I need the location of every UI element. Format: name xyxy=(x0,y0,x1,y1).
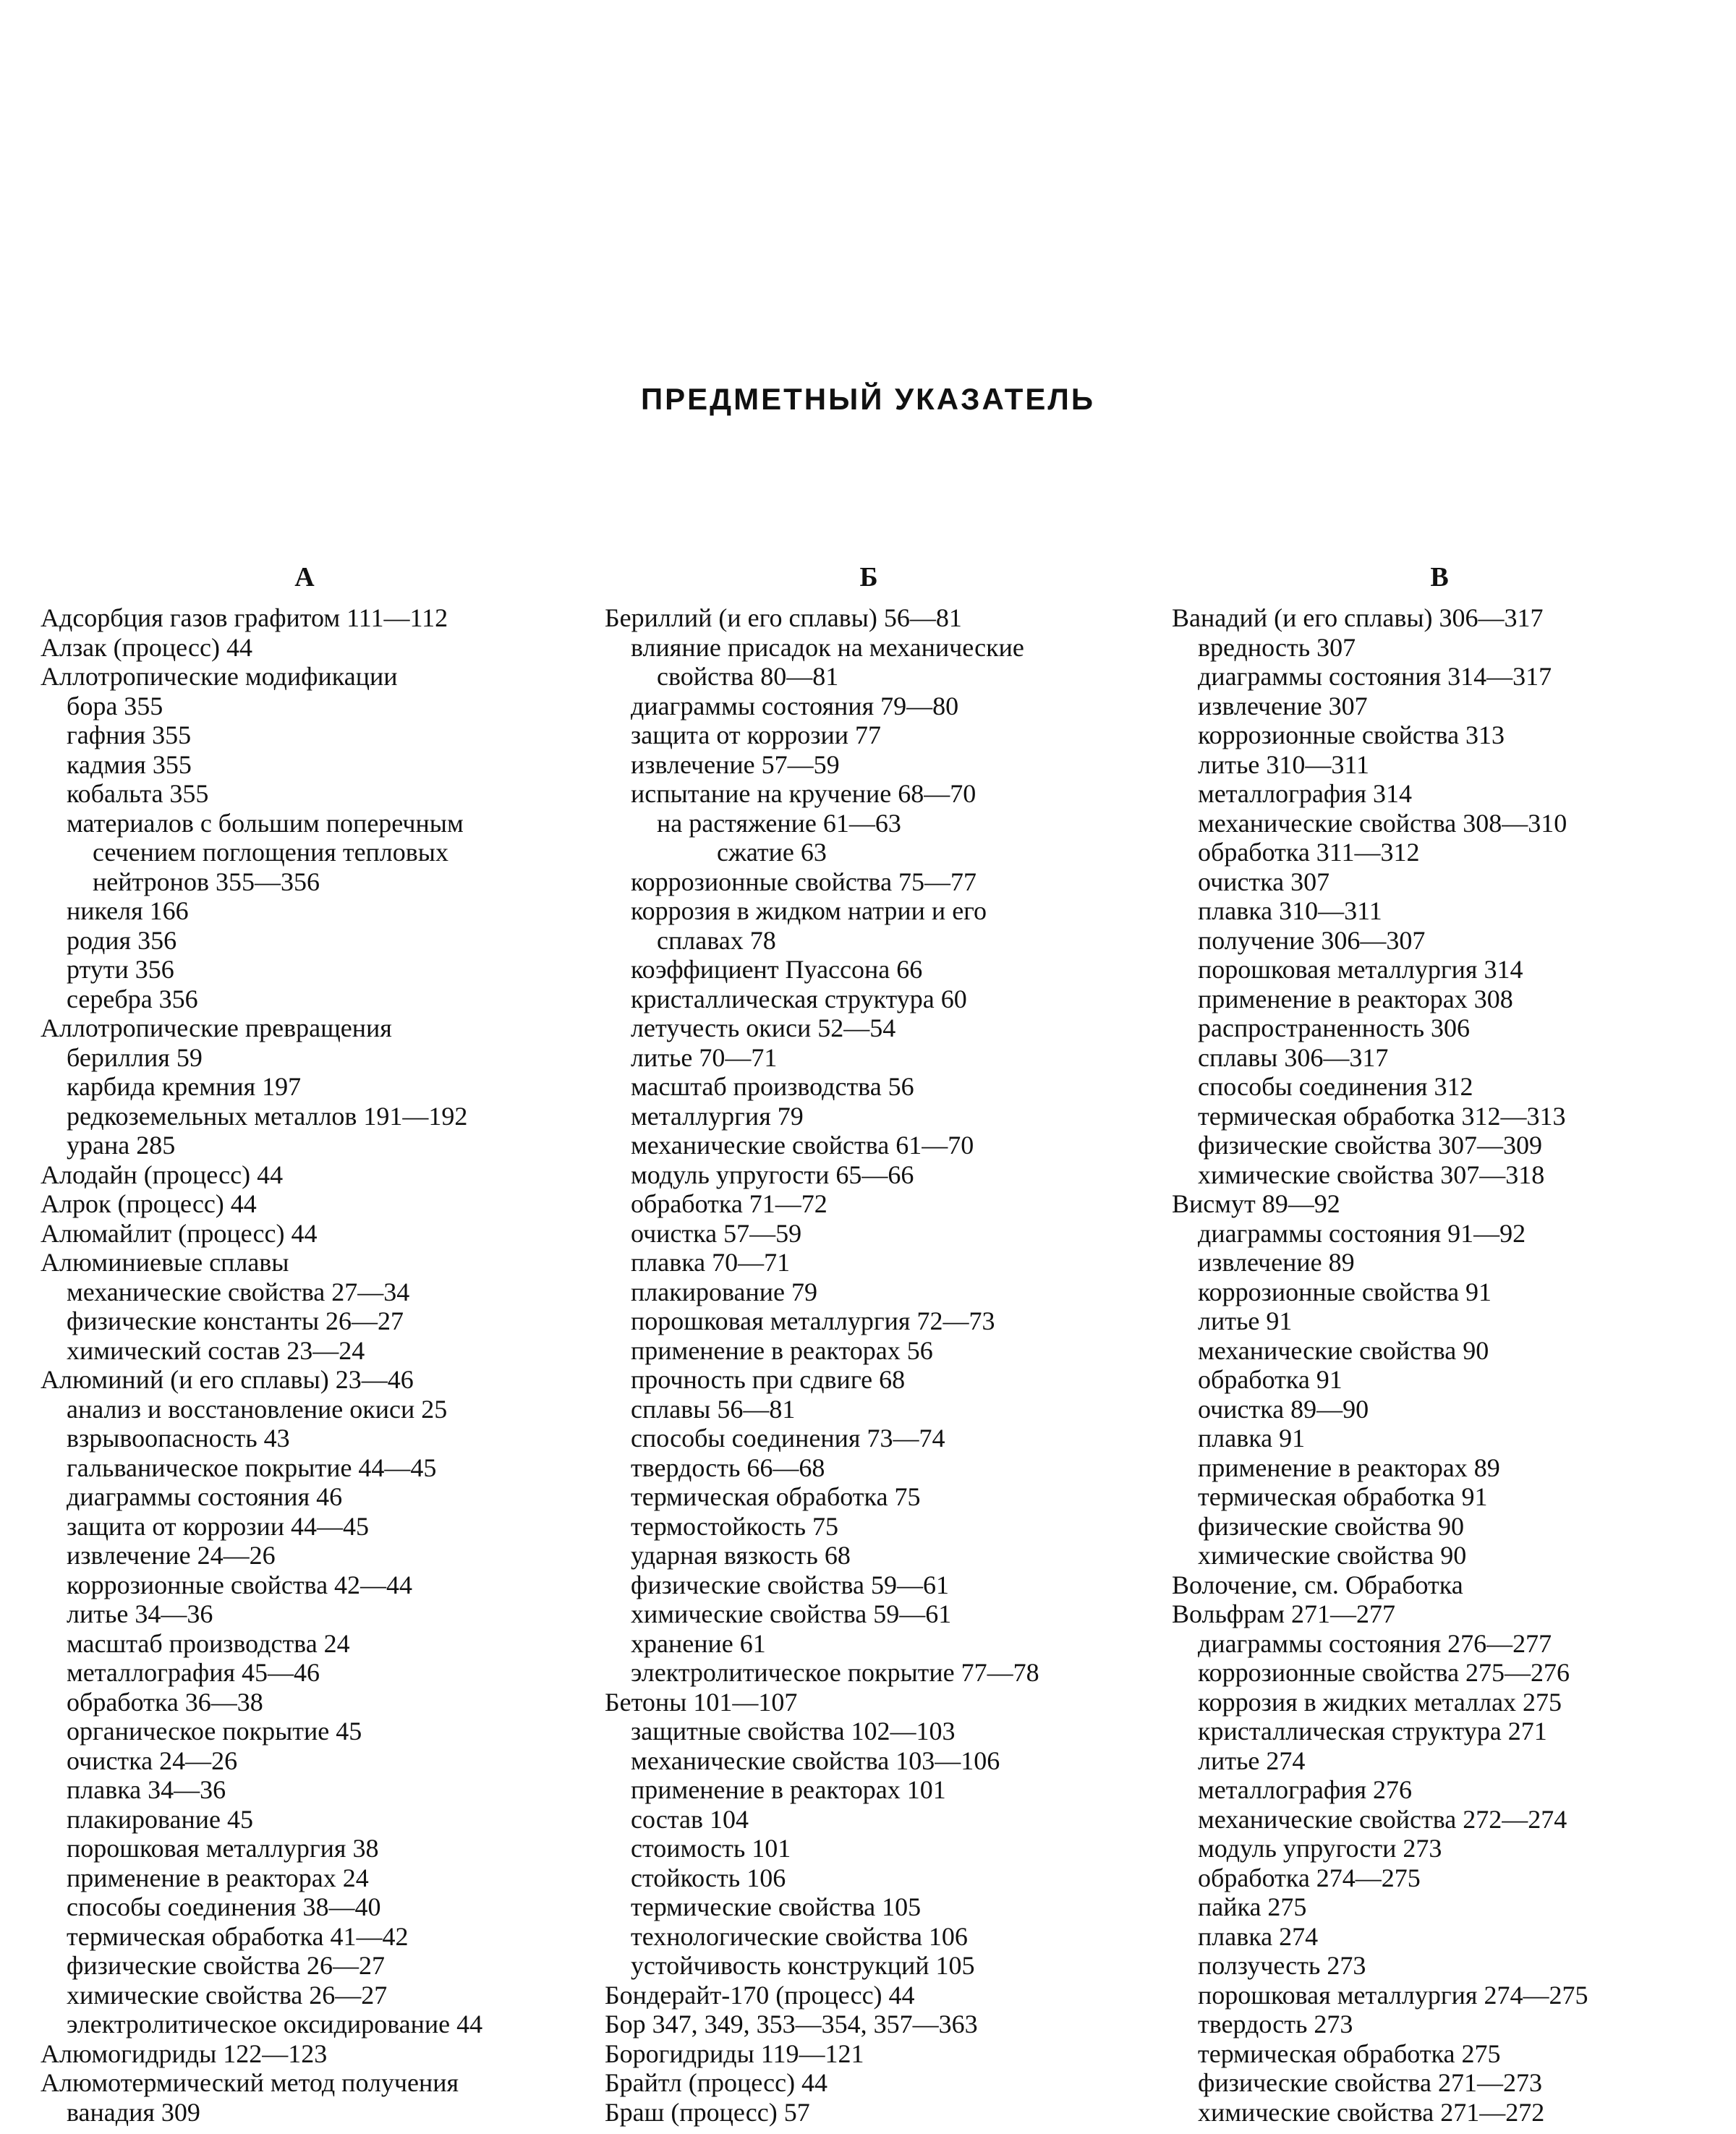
index-subentry: кристаллическая структура 60 xyxy=(631,984,967,1013)
index-subentry: механические свойства 272—274 xyxy=(1198,1804,1567,1834)
index-subentry: кристаллическая структура 271 xyxy=(1198,1717,1547,1746)
index-subentry: литье 310—311 xyxy=(1198,749,1370,779)
index-subentry: масштаб производства 56 xyxy=(631,1072,914,1101)
index-heading-entry: Алодайн (процесс) 44 xyxy=(41,1160,284,1189)
index-subentry: плавка 34—36 xyxy=(67,1775,226,1804)
index-subentry: применение в реакторах 89 xyxy=(1198,1453,1500,1482)
index-subentry: литье 70—71 xyxy=(631,1042,778,1072)
index-subentry: коррозия в жидком натрии и его xyxy=(631,896,987,925)
index-subentry: вредность 307 xyxy=(1198,632,1356,662)
index-subentry: сечением поглощения тепловых xyxy=(93,838,448,867)
index-subentry: химические свойства 59—61 xyxy=(631,1599,952,1628)
index-subentry: прочность при сдвиге 68 xyxy=(631,1365,906,1394)
page-title: ПРЕДМЕТНЫЙ УКАЗАТЕЛЬ xyxy=(640,382,1096,416)
index-heading-entry: Алрок (процесс) 44 xyxy=(41,1189,257,1218)
index-heading-entry: Бетоны 101—107 xyxy=(605,1687,798,1717)
index-subentry: коррозионные свойства 275—276 xyxy=(1198,1658,1570,1687)
index-heading-entry: Алюмотермический метод получения xyxy=(41,2068,459,2097)
index-heading-entry: Алюминий (и его сплавы) 23—46 xyxy=(41,1365,414,1394)
index-subentry: ползучесть 273 xyxy=(1198,1951,1366,1980)
index-subentry: сплавы 56—81 xyxy=(631,1394,796,1424)
index-subentry: механические свойства 308—310 xyxy=(1198,808,1567,838)
index-subentry: термическая обработка 91 xyxy=(1198,1482,1488,1511)
index-subentry: устойчивость конструкций 105 xyxy=(631,1951,975,1980)
index-subentry: плавка 274 xyxy=(1198,1921,1319,1951)
index-subentry: применение в реакторах 24 xyxy=(67,1863,369,1892)
index-heading-entry: Бор 347, 349, 353—354, 357—363 xyxy=(605,2010,978,2039)
index-subentry: модуль упругости 273 xyxy=(1198,1834,1442,1863)
index-subentry: коррозионные свойства 91 xyxy=(1198,1277,1492,1306)
index-entries xyxy=(41,603,569,2127)
index-subentry: ртути 356 xyxy=(67,955,174,984)
index-subentry: хранение 61 xyxy=(631,1628,766,1658)
index-subentry: модуль упругости 65—66 xyxy=(631,1160,914,1189)
index-subentry: литье 91 xyxy=(1198,1306,1293,1335)
index-heading-entry: Вольфрам 271—277 xyxy=(1172,1599,1396,1628)
index-subentry: извлечение 307 xyxy=(1198,691,1368,720)
index-subentry: электролитическое оксидирование 44 xyxy=(67,2010,483,2039)
index-subentry: родия 356 xyxy=(67,925,177,955)
index-entries xyxy=(605,603,1133,2127)
index-entries xyxy=(1172,603,1707,2127)
index-subentry: термостойкость 75 xyxy=(631,1511,839,1541)
index-subentry: карбида кремния 197 xyxy=(67,1072,302,1101)
index-subentry: свойства 80—81 xyxy=(657,662,839,691)
index-column-a xyxy=(41,557,569,2127)
index-heading-entry: Ванадий (и его сплавы) 306—317 xyxy=(1172,603,1544,632)
index-heading-entry: Браш (процесс) 57 xyxy=(605,2097,810,2127)
index-subentry: обработка 274—275 xyxy=(1198,1863,1421,1892)
index-subentry: литье 274 xyxy=(1198,1746,1306,1775)
index-subentry: распространенность 306 xyxy=(1198,1013,1471,1042)
index-subentry: порошковая металлургия 274—275 xyxy=(1198,1980,1588,2010)
index-subentry: физические свойства 307—309 xyxy=(1198,1131,1542,1160)
index-subentry: стойкость 106 xyxy=(631,1863,786,1892)
section-letter: А xyxy=(294,562,315,592)
index-subentry: сплавах 78 xyxy=(657,925,776,955)
index-subentry: серебра 356 xyxy=(67,984,198,1013)
index-subentry: на растяжение 61—63 xyxy=(657,808,901,838)
index-subentry: диаграммы состояния 314—317 xyxy=(1198,662,1552,691)
index-subentry: гальваническое покрытие 44—45 xyxy=(67,1453,437,1482)
index-subentry: физические свойства 26—27 xyxy=(67,1951,385,1980)
index-subentry: коэффициент Пуассона 66 xyxy=(631,955,923,984)
index-subentry: коррозионные свойства 75—77 xyxy=(631,867,977,896)
index-subentry: кобальта 355 xyxy=(67,779,209,808)
index-subentry: защита от коррозии 44—45 xyxy=(67,1511,370,1541)
index-subentry: термическая обработка 312—313 xyxy=(1198,1101,1566,1131)
index-column-b xyxy=(605,557,1133,2127)
index-subentry: металлография 276 xyxy=(1198,1775,1413,1804)
index-subentry: литье 34—36 xyxy=(67,1599,213,1628)
index-subentry: диаграммы состояния 276—277 xyxy=(1198,1628,1552,1658)
index-subentry: физические свойства 59—61 xyxy=(631,1570,949,1599)
index-subentry: гафния 355 xyxy=(67,720,192,749)
index-subentry: очистка 89—90 xyxy=(1198,1394,1369,1424)
index-subentry: стоимость 101 xyxy=(631,1834,791,1863)
index-subentry: ударная вязкость 68 xyxy=(631,1541,851,1570)
index-subentry: обработка 36—38 xyxy=(67,1687,263,1717)
index-subentry: коррозионные свойства 313 xyxy=(1198,720,1505,749)
index-subentry: кадмия 355 xyxy=(67,749,192,779)
index-subentry: механические свойства 90 xyxy=(1198,1335,1489,1365)
index-heading-entry: Алюмайлит (процесс) 44 xyxy=(41,1218,318,1248)
index-heading-entry: Висмут 89—92 xyxy=(1172,1189,1340,1218)
index-subentry: извлечение 24—26 xyxy=(67,1541,276,1570)
index-heading-entry: Алзак (процесс) 44 xyxy=(41,632,252,662)
index-subentry: коррозия в жидких металлах 275 xyxy=(1198,1687,1562,1717)
index-subentry: термическая обработка 75 xyxy=(631,1482,921,1511)
index-heading-entry: Борогидриды 119—121 xyxy=(605,2039,864,2068)
index-subentry: масштаб производства 24 xyxy=(67,1628,350,1658)
index-subentry: химические свойства 271—272 xyxy=(1198,2097,1545,2127)
index-subentry: применение в реакторах 308 xyxy=(1198,984,1513,1013)
index-heading-entry: Аллотропические превращения xyxy=(41,1013,392,1042)
index-subentry: влияние присадок на механические xyxy=(631,632,1024,662)
index-subentry: никеля 166 xyxy=(67,896,189,925)
index-subentry: порошковая металлургия 314 xyxy=(1198,955,1523,984)
index-subentry: твердость 273 xyxy=(1198,2010,1353,2039)
index-subentry: органическое покрытие 45 xyxy=(67,1717,362,1746)
index-subentry: металлургия 79 xyxy=(631,1101,804,1131)
index-subentry: плакирование 45 xyxy=(67,1804,253,1834)
index-subentry: бора 355 xyxy=(67,691,163,720)
index-subentry: применение в реакторах 101 xyxy=(631,1775,946,1804)
index-subentry: механические свойства 103—106 xyxy=(631,1746,1000,1775)
index-subentry: порошковая металлургия 72—73 xyxy=(631,1306,995,1335)
index-subentry: извлечение 89 xyxy=(1198,1248,1355,1277)
index-heading-entry: Бериллий (и его сплавы) 56—81 xyxy=(605,603,962,632)
index-subentry: металлография 45—46 xyxy=(67,1658,320,1687)
index-subentry: нейтронов 355—356 xyxy=(93,867,320,896)
index-subentry: взрывоопасность 43 xyxy=(67,1424,290,1453)
index-heading-entry: Алюмогидриды 122—123 xyxy=(41,2039,328,2068)
index-subentry: редкоземельных металлов 191—192 xyxy=(67,1101,468,1131)
index-subentry: пайка 275 xyxy=(1198,1892,1307,1921)
section-letter: В xyxy=(1430,562,1449,592)
index-subentry: способы соединения 38—40 xyxy=(67,1892,381,1921)
index-subentry: сжатие 63 xyxy=(717,838,827,867)
index-column-c xyxy=(1172,557,1707,2127)
index-subentry: термическая обработка 41—42 xyxy=(67,1921,409,1951)
index-subentry: анализ и восстановление окиси 25 xyxy=(67,1394,448,1424)
index-subentry: физические свойства 271—273 xyxy=(1198,2068,1542,2097)
index-subentry: очистка 57—59 xyxy=(631,1218,802,1248)
index-subentry: ванадия 309 xyxy=(67,2097,200,2127)
section-letter: Б xyxy=(859,562,878,592)
index-heading-entry: Волочение, см. Обработка xyxy=(1172,1570,1463,1599)
index-subentry: термические свойства 105 xyxy=(631,1892,922,1921)
index-subentry: диаграммы состояния 46 xyxy=(67,1482,343,1511)
index-subentry: плавка 70—71 xyxy=(631,1248,791,1277)
index-subentry: механические свойства 27—34 xyxy=(67,1277,410,1306)
index-subentry: химический состав 23—24 xyxy=(67,1335,365,1365)
index-subentry: металлография 314 xyxy=(1198,779,1413,808)
index-subentry: испытание на кручение 68—70 xyxy=(631,779,977,808)
index-subentry: применение в реакторах 56 xyxy=(631,1335,933,1365)
index-subentry: состав 104 xyxy=(631,1804,749,1834)
index-heading-entry: Адсорбция газов графитом 111—112 xyxy=(41,603,448,632)
index-subentry: очистка 307 xyxy=(1198,867,1330,896)
index-subentry: бериллия 59 xyxy=(67,1042,203,1072)
index-subentry: плакирование 79 xyxy=(631,1277,817,1306)
index-subentry: сплавы 306—317 xyxy=(1198,1042,1389,1072)
index-subentry: получение 306—307 xyxy=(1198,925,1426,955)
index-heading-entry: Алюминиевые сплавы xyxy=(41,1248,289,1277)
index-subentry: плавка 310—311 xyxy=(1198,896,1382,925)
index-subentry: диаграммы состояния 91—92 xyxy=(1198,1218,1526,1248)
index-subentry: механические свойства 61—70 xyxy=(631,1131,974,1160)
index-subentry: способы соединения 73—74 xyxy=(631,1424,945,1453)
index-subentry: урана 285 xyxy=(67,1131,176,1160)
index-subentry: способы соединения 312 xyxy=(1198,1072,1473,1101)
index-heading-entry: Аллотропические модификации xyxy=(41,662,398,691)
index-subentry: термическая обработка 275 xyxy=(1198,2039,1501,2068)
index-subentry: коррозионные свойства 42—44 xyxy=(67,1570,413,1599)
index-subentry: технологические свойства 106 xyxy=(631,1921,968,1951)
index-subentry: материалов с большим поперечным xyxy=(67,808,464,838)
index-subentry: физические свойства 90 xyxy=(1198,1511,1464,1541)
index-subentry: физические константы 26—27 xyxy=(67,1306,404,1335)
index-subentry: химические свойства 307—318 xyxy=(1198,1160,1545,1189)
index-subentry: порошковая металлургия 38 xyxy=(67,1834,379,1863)
index-subentry: химические свойства 90 xyxy=(1198,1541,1467,1570)
index-subentry: извлечение 57—59 xyxy=(631,749,840,779)
index-subentry: электролитическое покрытие 77—78 xyxy=(631,1658,1039,1687)
index-heading-entry: Брайтл (процесс) 44 xyxy=(605,2068,828,2097)
index-subentry: защитные свойства 102—103 xyxy=(631,1717,956,1746)
index-subentry: химические свойства 26—27 xyxy=(67,1980,388,2010)
index-subentry: плавка 91 xyxy=(1198,1424,1306,1453)
index-subentry: обработка 71—72 xyxy=(631,1189,827,1218)
index-subentry: защита от коррозии 77 xyxy=(631,720,882,749)
index-heading-entry: Бондерайт-170 (процесс) 44 xyxy=(605,1980,915,2010)
index-subentry: очистка 24—26 xyxy=(67,1746,238,1775)
index-subentry: летучесть окиси 52—54 xyxy=(631,1013,896,1042)
index-subentry: диаграммы состояния 79—80 xyxy=(631,691,959,720)
index-subentry: обработка 91 xyxy=(1198,1365,1343,1394)
index-subentry: твердость 66—68 xyxy=(631,1453,825,1482)
index-subentry: обработка 311—312 xyxy=(1198,838,1420,867)
